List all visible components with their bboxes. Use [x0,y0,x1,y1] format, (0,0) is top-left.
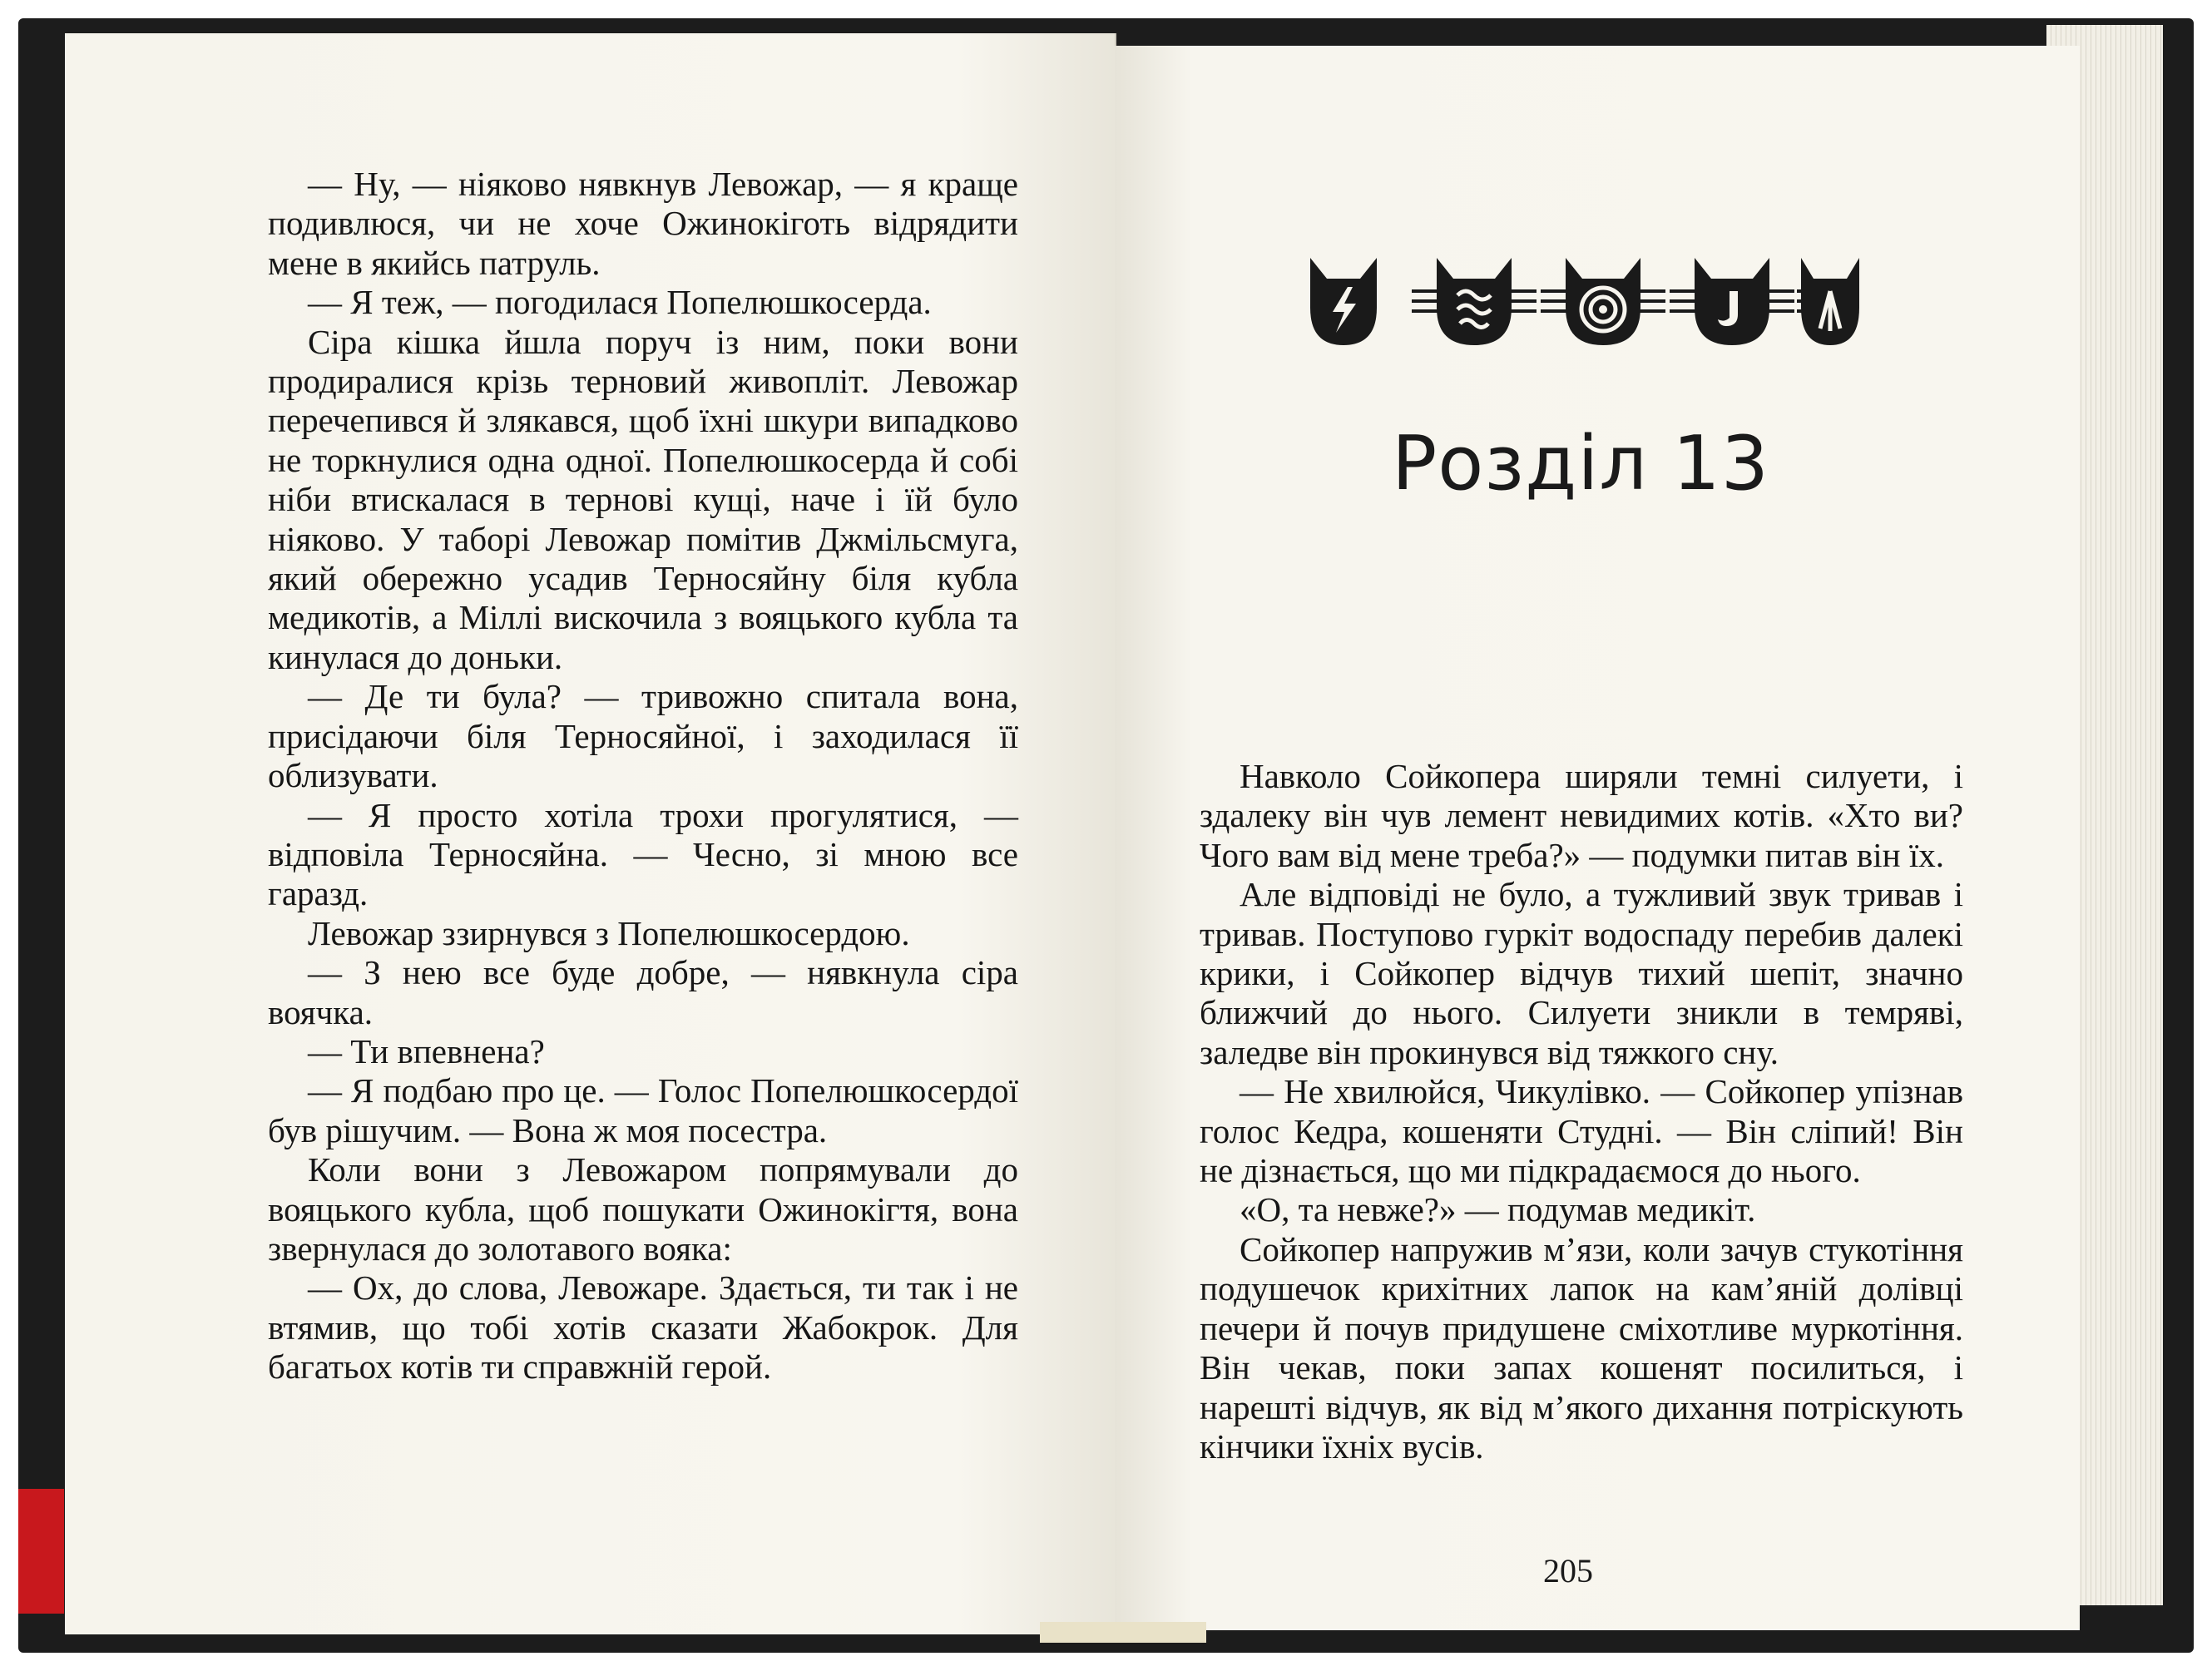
spine-headband [1040,1622,1206,1643]
paragraph: Сіра кішка йшла поруч із ним, поки вони продиралися крізь терновий живопліт. Левожар перечепився й злякався, щоб їхні шкури випадково не торкнулися одна одної. Попелюшкосерда й собі ніби втискалася в тернові кущі, наче і їй було ніяково. У таборі Левожар помітив Джмільсмуга, який обережно усадив Терносяйну біля кубла медикотів, а Міллі вискочила з вояцького кубла та кинулася до доньки. [268,322,1018,676]
paragraph: — Де ти була? — тривожно спитала вона, присідаючи біля Терносяйної, і заходилася її облизувати. [268,677,1018,795]
paragraph: — Я просто хотіла трохи прогулятися, — відповіла Терносяйна. — Чесно, зі мною все гаразд. [268,795,1018,913]
spiral-cat-head-icon [1541,250,1665,349]
chapter-title: Розділ 13 [1391,420,1770,507]
left-page-text [268,165,1018,1387]
paragraph: Сойкопер напружив м’язи, коли зачув стукотіння подушечок крихітних лапок на кам’яній долівці печери й почув придушене сміхотливе муркотіння. Він чекав, поки запах кошенят посилиться, і нарешті відчув, як від м’якого дихання потріскують кінчики їхніх вусів. [1200,1229,1963,1466]
wave-cat-head-icon [1412,250,1537,349]
paragraph: — Ну, — ніяково нявкнув Левожар, — я краще подивлюся, чи не хоче Ожинокіготь відрядити мене в якийсь патруль. [268,165,1018,282]
paragraph: — Не хвилюйся, Чикулівко. — Сойкопер упізнав голос Кедра, кошеняти Студні. — Він сліпий! Він не дізнається, що ми підкрадаємося до нього. [1200,1072,1963,1190]
paragraph: — З нею все буде добре, — нявкнула сіра воячка. [268,953,1018,1031]
moon-cat-head-icon [1670,250,1794,349]
paragraph: «О, та невже?» — подумав медикіт. [1240,1190,1756,1229]
paragraph: Коли вони з Левожаром попрямували до вояцького кубла, щоб пошукати Ожинокігтя, вона звернулася до золотавого вояка: [268,1150,1018,1268]
paragraph: Але відповіді не було, а тужливий звук тривав і тривав. Поступово гуркіт водоспаду перебив далекі крики, і Сойкопер відчув тихий шепіт, значно ближчий до нього. Силуети зникли в темряві, заледве він прокинувся від тяжкого сну. [1200,875,1963,1071]
paragraph: Навколо Сойкопера ширяли темні силуети, і здалеку він чув лемент невидимих котів. «Хто ви? Чого вам від мене треба?» — подумки питав він їх. [1200,757,1963,874]
tree-cat-head-icon [1797,250,1863,349]
lightning-cat-head-icon [1306,250,1381,349]
right-page-text [1200,757,1963,1466]
cover-red-band [18,1489,64,1614]
paragraph: Левожар ззирнувся з Попелюшкосердою. [308,913,910,952]
paragraph: — Я подбаю про це. — Голос Попелюшкосердої був рішучим. — Вона ж моя посестра. [268,1071,1018,1149]
paragraph: — Ти впевнена? [308,1031,545,1070]
clan-icons-row [1298,250,1863,358]
page-number: 205 [1543,1552,1593,1589]
paragraph: — Ох, до слова, Левожаре. Здається, ти так і не втямив, що тобі хотів сказати Жабокрок. Для багатьох котів ти справжній герой. [268,1268,1018,1387]
paragraph: — Я теж, — погодилася Попелюшкосерда. [308,283,932,322]
